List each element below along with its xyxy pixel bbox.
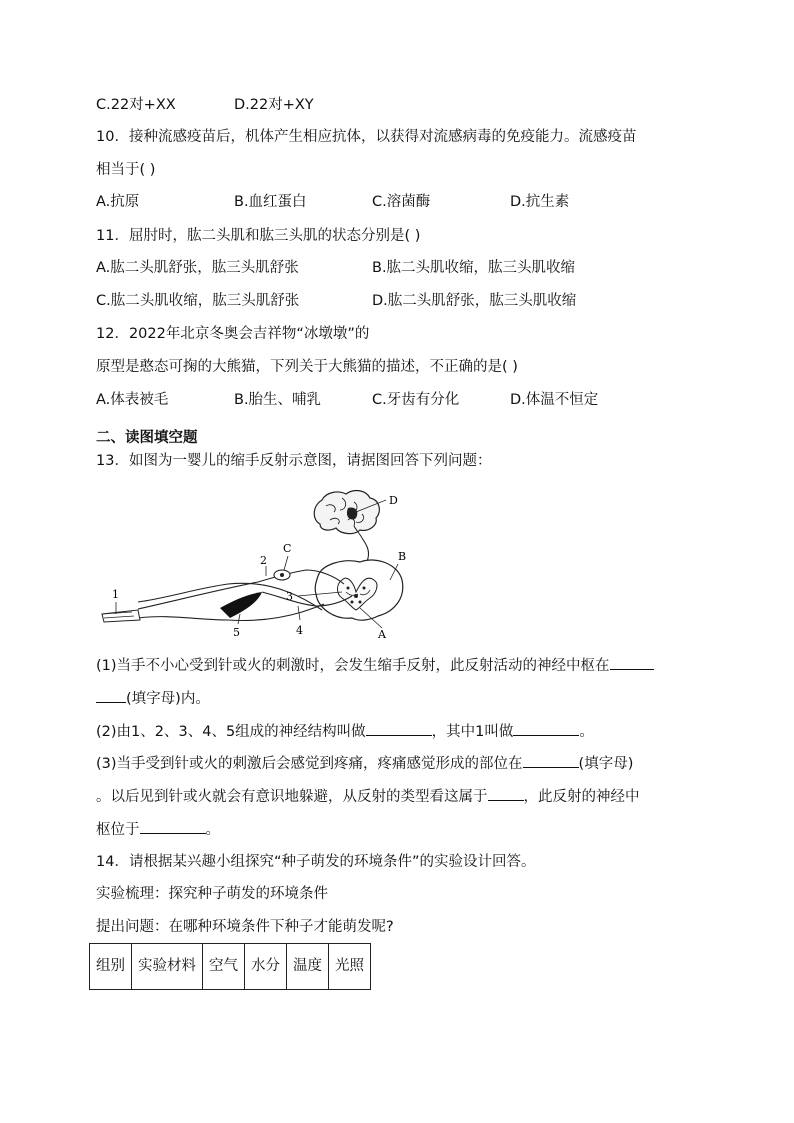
table-header-row [90, 944, 371, 990]
q13-p3-answer-blank-2[interactable] [488, 786, 524, 801]
q13-p3-line2 [96, 786, 640, 807]
q13-p3-hint: (填字母) [578, 756, 634, 772]
q12-option-d: D.体温不恒定 [510, 392, 599, 408]
label-3: 3 [286, 590, 293, 603]
label-5: 5 [233, 626, 240, 639]
label-4: 4 [296, 624, 303, 637]
q13-p3-text4: 枢位于 [96, 822, 140, 838]
table-header-cell: 光照 [329, 944, 371, 990]
q13-p1-answer-blank-cont[interactable] [96, 688, 126, 703]
table-header-cell: 空气 [203, 944, 245, 990]
label-2: 2 [260, 554, 267, 567]
q11-option-c: C.肱二头肌收缩，肱三头肌舒张 [96, 293, 300, 309]
q13-p3-end: 。 [205, 822, 220, 838]
table-header-cell: 组别 [90, 944, 132, 990]
q10-stem-line2: 相当于( ) [96, 162, 156, 178]
q14-question: 提出问题：在哪种环境条件下种子才能萌发呢? [96, 919, 394, 935]
q13-p3-answer-blank-1[interactable] [523, 753, 579, 768]
q13-p3-text3: ，此反射的神经中 [523, 789, 640, 805]
q9-option-c: C.22对+XX [96, 97, 176, 113]
q10-option-b: B.血红蛋白 [234, 194, 307, 210]
q10-option-a: A.抗原 [96, 194, 140, 210]
q13-p2-answer-blank-2[interactable] [513, 721, 579, 736]
q11-option-a: A.肱二头肌舒张，肱三头肌舒张 [96, 260, 299, 276]
q13-stem: 13．如图为一婴儿的缩手反射示意图，请据图回答下列问题： [96, 453, 492, 469]
q10-option-c: C.溶菌酶 [372, 194, 431, 210]
q13-p1-line2 [96, 688, 210, 709]
section-title: 二、读图填空题 [96, 430, 198, 446]
effector-muscle [220, 592, 262, 618]
q13-p2-text: (2)由1、2、3、4、5组成的神经结构叫做 [96, 724, 366, 740]
spinal-cord-section [315, 560, 403, 620]
q13-p3-answer-blank-3[interactable] [140, 819, 206, 834]
q13-p3-line1 [96, 753, 633, 774]
q13-p3-text: (3)当手受到针或火的刺激后会感觉到疼痛，疼痛感觉形成的部位在 [96, 756, 523, 772]
q9-option-d: D.22对+XY [234, 97, 314, 113]
reflex-arc-diagram [98, 484, 428, 644]
q13-p2-line [96, 721, 594, 742]
table-header-cell: 温度 [287, 944, 329, 990]
q11-stem: 11．屈肘时，肱二头肌和肱三头肌的状态分别是( ) [96, 228, 421, 244]
q13-p2-end: 。 [579, 724, 594, 740]
q13-p1-line1 [96, 655, 654, 676]
q10-option-d: D.抗生素 [510, 194, 570, 210]
q13-p1-text: (1)当手不小心受到针或火的刺激时，会发生缩手反射，此反射活动的神经中枢在 [96, 658, 610, 674]
q13-p2-answer-blank-1[interactable] [366, 721, 432, 736]
q11-option-b: B.肱二头肌收缩，肱三头肌收缩 [372, 260, 576, 276]
label-c: C [283, 542, 292, 555]
q13-p3-text2: 。以后见到针或火就会有意识地躲避，从反射的类型看这属于 [96, 789, 488, 805]
q14-stem: 14．请根据某兴趣小组探究“种子萌发的环境条件”的实验设计回答。 [96, 854, 536, 870]
q11-option-d: D.肱二头肌舒张，肱三头肌收缩 [372, 293, 577, 309]
q12-stem-line1: 12．2022年北京冬奥会吉祥物“冰墩墩”的 [96, 326, 370, 342]
q13-p1-answer-blank[interactable] [610, 655, 654, 670]
label-d: D [389, 494, 398, 507]
table-header-cell: 实验材料 [132, 944, 203, 990]
q10-stem-line1: 10．接种流感疫苗后，机体产生相应抗体，以获得对流感病毒的免疫能力。流感疫苗 [96, 129, 637, 145]
q14-topic: 实验梳理：探究种子萌发的环境条件 [96, 886, 328, 902]
q12-option-b: B.胎生、哺乳 [234, 392, 322, 408]
label-a: A [378, 628, 386, 641]
table-header-cell: 水分 [245, 944, 287, 990]
brain-drawing [314, 491, 379, 538]
q12-stem-line2: 原型是憨态可掬的大熊猫，下列关于大熊猫的描述，不正确的是( ) [96, 359, 518, 375]
q13-p2-middle: ，其中1叫做 [431, 724, 514, 740]
label-1: 1 [112, 588, 119, 601]
q12-option-a: A.体表被毛 [96, 392, 169, 408]
label-b: B [398, 550, 407, 563]
q13-p1-suffix: (填字母)内。 [126, 691, 210, 707]
q13-p3-line3 [96, 819, 220, 840]
experiment-table [89, 943, 371, 990]
q12-option-c: C.牙齿有分化 [372, 392, 460, 408]
